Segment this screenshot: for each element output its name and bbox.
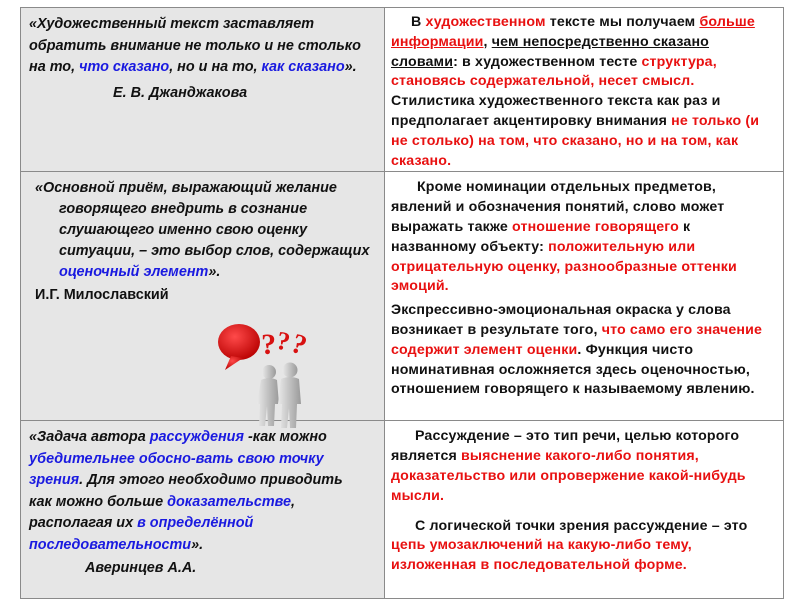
table-row [21,8,784,172]
svg-text:?: ? [273,325,293,358]
quote-text-2: «Основной приём, выражающий желание говорящего внедрить в сознание слушающего именно свою оценку ситуации, – это выбор слов, содержащих оценочный элемент». [35,180,370,281]
svg-text:?: ? [286,328,311,363]
quote-author-1: Е. В. Джанджакова [113,84,248,101]
comparison-table [20,7,784,599]
people-speech-bubble-icon [217,320,327,430]
quote-cell-1 [21,8,385,172]
quote-author-3: Аверинцев А.А. [85,560,197,577]
explanation-cell-1 [385,8,784,172]
explanation-cell-3 [385,421,784,599]
quote-author-2: И.Г. Милославский [35,287,169,304]
explanation-text-3b: С логической точки зрения рассуждение – это цепь умозаключений на какую-либо тему, изложенная в последовательной форме. [391,517,748,574]
svg-text:?: ? [261,328,276,362]
quote-cell-3 [21,421,385,599]
table-row [21,172,784,421]
explanation-text-2b: Экспрессивно-эмоциональная окраска у слова возникает в результате того, что само его значение содержит элемент оценки. Функция чисто номинативная осложняется здесь оценочностью, отношением говорящего к называемому явлению. [391,302,763,398]
table-row [21,421,784,599]
explanation-text-2a: Кроме номинации отдельных предметов, явлений и обозначения понятий, слово может выражать также отношение говорящего к названному объекту: положительную или отрицательную оценку, разнообразные оттенки эмоций. [391,179,737,295]
quote-text-3b: как можно больше доказательстве, располагая их в определённой последовательности». [29,493,296,553]
quote-cell-2 [21,172,385,421]
explanation-text-1: В художественном тексте мы получаем больше информации, чем непосредственно сказано словами: в художественном тесте структура, становясь содержательной, несет смысл. Стилистика художественного текста как раз и предполагает акцентировку внимания не только (и не столько) на том, что сказано, но и на том, как сказано. [391,14,760,169]
explanation-cell-2 [385,172,784,421]
quote-text-3a: «Задача автора рассуждения -как можно убедительнее обосно-вать свою точку зрения. Для этого необходимо приводить [29,429,343,489]
explanation-text-3a: Рассуждение – это тип речи, целью которого является выяснение какого-либо понятия, доказательство или опровержение какой-нибудь мысли. [391,428,746,504]
quote-text-1: «Художественный текст заставляет обратить внимание не только и не столько на то, что сказано, но и на то, как сказано». [29,16,361,75]
